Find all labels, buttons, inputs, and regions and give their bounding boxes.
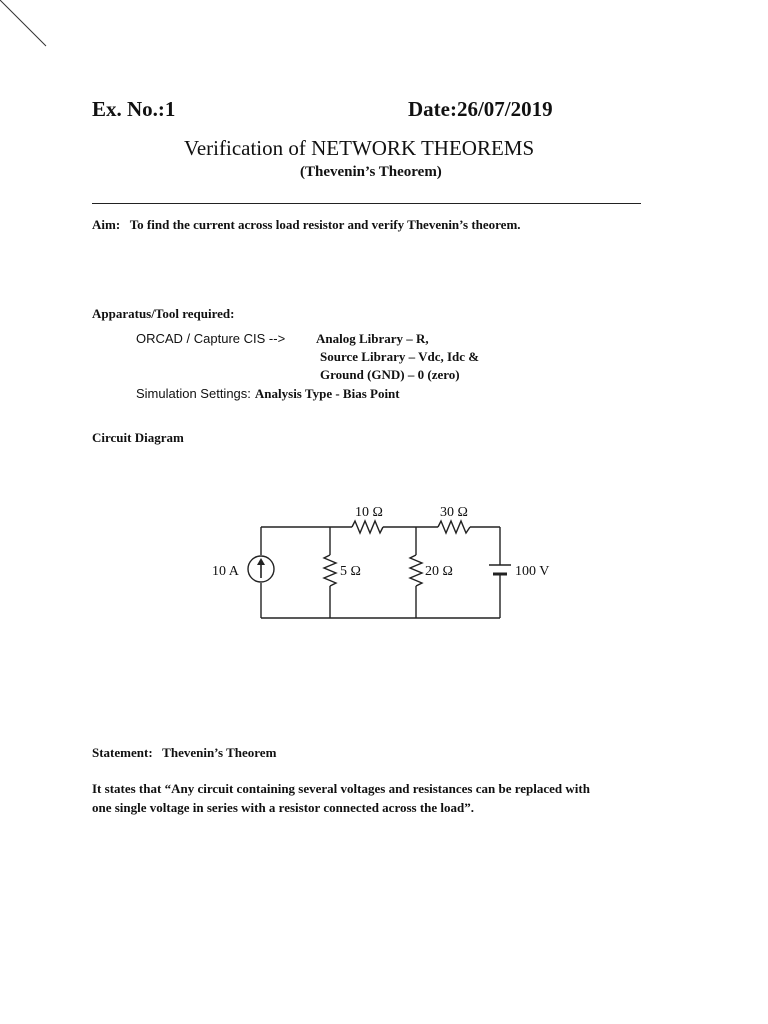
resistor-20-label: 20 Ω bbox=[425, 564, 453, 579]
statement-line-2: one single voltage in series with a resistor connected across the load”. bbox=[92, 800, 475, 815]
tool-line-3: Ground (GND) – 0 (zero) bbox=[320, 367, 460, 382]
circuit-heading: Circuit Diagram bbox=[92, 430, 184, 445]
aim-section bbox=[92, 217, 521, 233]
exercise-number: Ex. No.:1 bbox=[92, 97, 176, 121]
statement-title: Thevenin’s Theorem bbox=[162, 745, 277, 760]
page-title bbox=[184, 136, 534, 161]
exercise-date: Date:26/07/2019 bbox=[408, 97, 553, 121]
tool-label: ORCAD / Capture CIS --> bbox=[136, 331, 286, 346]
tool-line-1: Analog Library – R, bbox=[316, 331, 429, 346]
settings-label: Simulation Settings: bbox=[136, 386, 251, 401]
resistor-5-label: 5 Ω bbox=[340, 564, 361, 579]
circuit-diagram bbox=[200, 495, 580, 630]
page-corner-fold bbox=[0, 0, 60, 60]
current-arrow-head-icon bbox=[257, 558, 265, 565]
simulation-settings bbox=[136, 385, 400, 403]
resistor-10-label: 10 Ω bbox=[355, 505, 383, 520]
apparatus-heading: Apparatus/Tool required: bbox=[92, 306, 235, 321]
title-divider bbox=[92, 203, 641, 204]
resistor-30-label: 30 Ω bbox=[440, 505, 468, 520]
current-source-label: 10 A bbox=[212, 564, 239, 579]
statement-line-1: It states that “Any circuit containing several voltages and resistances can be replaced with bbox=[92, 781, 590, 796]
settings-value: Analysis Type - Bias Point bbox=[254, 386, 400, 401]
aim-label: Aim: bbox=[92, 217, 121, 232]
title-main: NETWORK THEOREMS bbox=[311, 136, 535, 160]
title-prefix: Verification of bbox=[184, 136, 312, 160]
aim-text: To find the current across load resistor and verify Thevenin’s theorem. bbox=[129, 217, 521, 232]
statement-label: Statement: bbox=[92, 745, 153, 760]
page-subtitle: (Thevenin’s Theorem) bbox=[300, 164, 442, 180]
voltage-source-label: 100 V bbox=[515, 564, 550, 579]
statement-section bbox=[92, 745, 276, 761]
tool-line-2: Source Library – Vdc, Idc & bbox=[320, 349, 480, 364]
